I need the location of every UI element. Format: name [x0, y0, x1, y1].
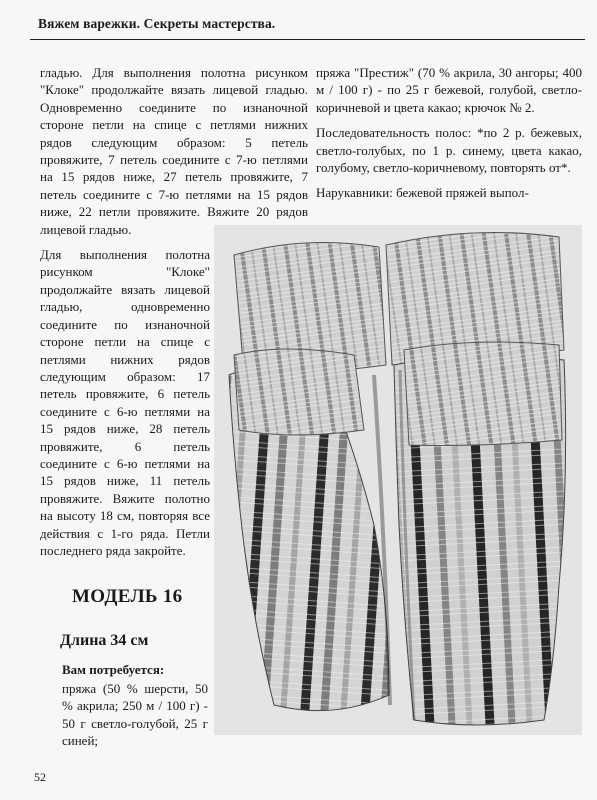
knitted-leg-warmers-photo [214, 225, 582, 735]
running-header: Вяжем варежки. Секреты мастерства. [38, 16, 276, 31]
right-column [316, 64, 582, 210]
right-paragraph-2: Последовательность полос: *по 2 р. бежевых, светло-голубых, по 1 р. синему, цвета какао, голубому, светло-коричневому, повторять от*. [316, 125, 582, 176]
paragraph-2: Для выполнения полотна рисунком "Клоке" продолжайте вязать лицевой гладью, одновременно соедините по изнаночной стороне петли на спице с петлями нижних рядов следующим образом: 17 петель провяжите, 6 петель соедините с 6-ю петлями на 15 рядов ниже, 28 петель провяжите, 6 петель соедините с 6-ю петлями на 15 рядов ниже, 11 петель провяжите. Вяжите полотно на высоту 18 см, повторяя все действия с 1-го ряда. Петли последнего ряда закройте. [40, 247, 210, 558]
materials-text: пряжа (50 % шерсти, 50 % акрила; 250 м / 100 г) - 50 г светло-голубой, 25 г синей; [62, 681, 208, 749]
right-paragraph-1: пряжа "Престиж" (70 % акрила, 30 ангоры; 400 м / 100 г) - по 25 г бежевой, голубой, светло-коричневой и цвета какао; крючок № 2. [316, 65, 582, 115]
model-title: МОДЕЛЬ 16 [72, 586, 183, 607]
materials-heading: Вам потребуется: [62, 662, 165, 677]
page-number: 52 [34, 770, 46, 784]
paragraph-1: гладью. Для выполнения полотна рисунком "Клоке" продолжайте вязать лицевой гладью. Одновременно соедините по изнаночной стороне петли на спице с петлями нижних рядов следующим образом: 5 петель провяжите, 7 петель соедините с 7-ю петлями на 15 рядов ниже, 27 петель провяжите, 7 петель соедините с 7-ю петлями на 15 рядов ниже, 22 петли провяжите. Вяжите 20 рядов лицевой гладью. [40, 65, 308, 237]
model-length: Длина 34 см [60, 632, 149, 649]
header-rule [30, 39, 585, 40]
right-paragraph-3: Нарукавники: бежевой пряжей выпол- [316, 185, 529, 201]
